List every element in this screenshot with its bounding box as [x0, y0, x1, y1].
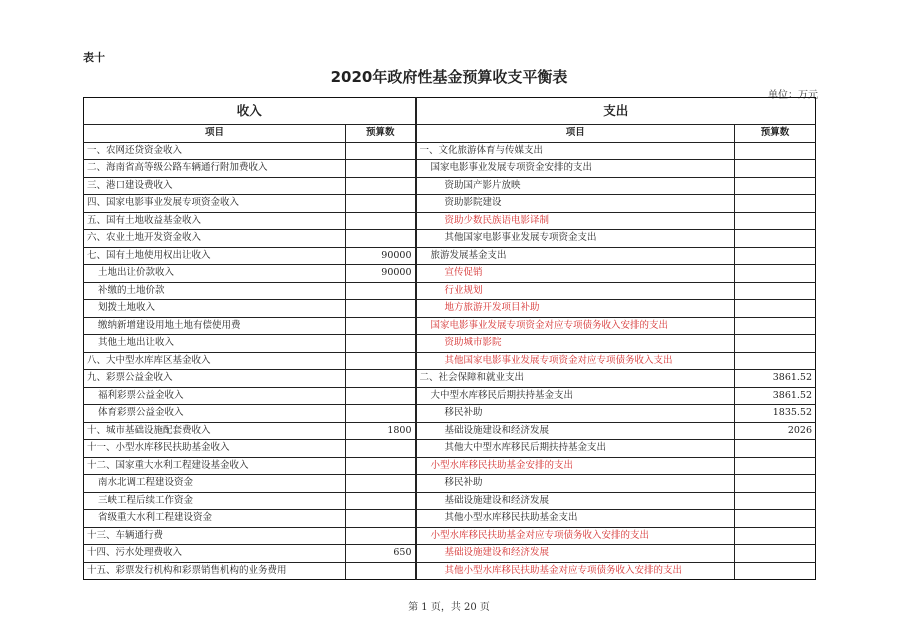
income-item-cell: 十四、污水处理费收入 [84, 545, 346, 563]
income-item-cell: 九、彩票公益金收入 [84, 370, 346, 388]
expense-budget-cell: 1835.52 [735, 405, 816, 423]
expense-item-cell: 二、社会保障和就业支出 [416, 370, 735, 388]
expense-item-cell: 其他国家电影事业发展专项资金支出 [416, 230, 735, 248]
expense-budget-cell [735, 247, 816, 265]
table-row [84, 545, 816, 563]
table-row [84, 405, 816, 423]
income-item-cell: 其他土地出让收入 [84, 335, 346, 353]
expense-item-cell: 一、文化旅游体育与传媒支出 [416, 142, 735, 160]
unit-label: 单位：万元 [768, 90, 818, 101]
expense-item-cell: 基础设施建设和经济发展 [416, 545, 735, 563]
expense-item-cell: 小型水库移民扶助基金对应专项债务收入安排的支出 [416, 527, 735, 545]
expense-item-cell: 资助少数民族语电影译制 [416, 212, 735, 230]
expense-budget-cell [735, 440, 816, 458]
expense-budget-cell [735, 475, 816, 493]
table-row [84, 335, 816, 353]
expense-item-cell: 旅游发展基金支出 [416, 247, 735, 265]
table-row [84, 562, 816, 580]
income-budget-cell [346, 282, 416, 300]
income-item-cell: 十、城市基础设施配套费收入 [84, 422, 346, 440]
expense-budget-cell [735, 300, 816, 318]
income-item-cell: 三峡工程后续工作资金 [84, 492, 346, 510]
expense-budget-cell [735, 492, 816, 510]
expense-budget-cell [735, 230, 816, 248]
table-row [84, 265, 816, 283]
expense-item-cell: 基础设施建设和经济发展 [416, 422, 735, 440]
income-budget-cell [346, 335, 416, 353]
table-number-label: 表十 [83, 51, 105, 64]
table-row [84, 177, 816, 195]
page-footer: 第 1 页，共 20 页 [408, 602, 490, 613]
expense-item-cell: 移民补助 [416, 405, 735, 423]
expense-item-cell: 移民补助 [416, 475, 735, 493]
expense-item-cell: 地方旅游开发项目补助 [416, 300, 735, 318]
income-budget-header: 预算数 [346, 125, 416, 143]
income-budget-cell [346, 527, 416, 545]
expense-budget-cell [735, 142, 816, 160]
income-item-header: 项目 [84, 125, 346, 143]
table-row [84, 300, 816, 318]
income-item-cell: 补缴的土地价款 [84, 282, 346, 300]
income-item-cell: 划拨土地收入 [84, 300, 346, 318]
expense-item-cell: 资助影院建设 [416, 195, 735, 213]
expense-item-cell: 基础设施建设和经济发展 [416, 492, 735, 510]
table-row [84, 475, 816, 493]
income-item-cell: 缴纳新增建设用地土地有偿使用费 [84, 317, 346, 335]
table-row [84, 195, 816, 213]
income-item-cell: 六、农业土地开发资金收入 [84, 230, 346, 248]
income-item-cell: 十五、彩票发行机构和彩票销售机构的业务费用 [84, 562, 346, 580]
table-row [84, 230, 816, 248]
table-row [84, 142, 816, 160]
expense-budget-cell [735, 195, 816, 213]
expense-budget-cell [735, 212, 816, 230]
expense-item-cell: 其他大中型水库移民后期扶持基金支出 [416, 440, 735, 458]
expense-budget-cell [735, 335, 816, 353]
income-item-cell: 十二、国家重大水利工程建设基金收入 [84, 457, 346, 475]
income-budget-cell [346, 317, 416, 335]
income-item-cell: 八、大中型水库库区基金收入 [84, 352, 346, 370]
expense-item-cell: 资助国产影片放映 [416, 177, 735, 195]
income-item-cell: 南水北调工程建设资金 [84, 475, 346, 493]
page-title: 2020年政府性基金预算收支平衡表 [330, 68, 568, 86]
table-row [84, 282, 816, 300]
income-budget-cell [346, 457, 416, 475]
income-budget-cell [346, 352, 416, 370]
expense-budget-cell [735, 352, 816, 370]
income-budget-cell: 650 [346, 545, 416, 563]
expense-budget-cell [735, 527, 816, 545]
income-budget-cell [346, 510, 416, 528]
income-budget-cell [346, 562, 416, 580]
expense-budget-header: 预算数 [735, 125, 816, 143]
table-row [84, 527, 816, 545]
table-row [84, 212, 816, 230]
income-item-cell: 省级重大水利工程建设资金 [84, 510, 346, 528]
income-item-cell: 福利彩票公益金收入 [84, 387, 346, 405]
expense-item-cell: 宣传促销 [416, 265, 735, 283]
table-row [84, 510, 816, 528]
table-row [84, 370, 816, 388]
expense-budget-cell [735, 562, 816, 580]
income-budget-cell [346, 370, 416, 388]
table-row [84, 457, 816, 475]
income-budget-cell [346, 387, 416, 405]
expense-item-cell: 其他小型水库移民扶助基金支出 [416, 510, 735, 528]
expense-item-header: 项目 [416, 125, 735, 143]
expense-budget-cell [735, 265, 816, 283]
income-item-cell: 十一、小型水库移民扶助基金收入 [84, 440, 346, 458]
table-row [84, 387, 816, 405]
table-body [84, 142, 816, 580]
income-budget-cell: 1800 [346, 422, 416, 440]
expense-budget-cell [735, 177, 816, 195]
section-header-row [84, 98, 816, 125]
income-item-cell: 四、国家电影事业发展专项资金收入 [84, 195, 346, 213]
income-budget-cell [346, 300, 416, 318]
income-section-header: 收入 [84, 98, 416, 125]
expense-item-cell: 行业规划 [416, 282, 735, 300]
income-budget-cell [346, 475, 416, 493]
expense-item-cell: 小型水库移民扶助基金安排的支出 [416, 457, 735, 475]
expense-budget-cell [735, 545, 816, 563]
income-budget-cell [346, 160, 416, 178]
income-item-cell: 一、农网还贷资金收入 [84, 142, 346, 160]
expense-budget-cell [735, 510, 816, 528]
table-row [84, 422, 816, 440]
expense-item-cell: 国家电影事业发展专项资金对应专项债务收入安排的支出 [416, 317, 735, 335]
expense-budget-cell: 3861.52 [735, 387, 816, 405]
expense-item-cell: 大中型水库移民后期扶持基金支出 [416, 387, 735, 405]
income-budget-cell [346, 230, 416, 248]
expense-item-cell: 其他小型水库移民扶助基金对应专项债务收入安排的支出 [416, 562, 735, 580]
income-budget-cell [346, 177, 416, 195]
table-row [84, 440, 816, 458]
income-budget-cell [346, 440, 416, 458]
income-item-cell: 体育彩票公益金收入 [84, 405, 346, 423]
column-header-row [84, 125, 816, 143]
income-item-cell: 五、国有土地收益基金收入 [84, 212, 346, 230]
income-item-cell: 三、港口建设费收入 [84, 177, 346, 195]
table-row [84, 247, 816, 265]
expense-budget-cell [735, 317, 816, 335]
table-row [84, 492, 816, 510]
expense-item-cell: 其他国家电影事业发展专项资金对应专项债务收入支出 [416, 352, 735, 370]
table-row [84, 352, 816, 370]
expense-section-header: 支出 [416, 98, 816, 125]
income-item-cell: 土地出让价款收入 [84, 265, 346, 283]
income-budget-cell [346, 195, 416, 213]
income-item-cell: 七、国有土地使用权出让收入 [84, 247, 346, 265]
income-budget-cell [346, 492, 416, 510]
income-budget-cell: 90000 [346, 265, 416, 283]
expense-budget-cell [735, 457, 816, 475]
income-item-cell: 二、海南省高等级公路车辆通行附加费收入 [84, 160, 346, 178]
income-budget-cell [346, 212, 416, 230]
table-row [84, 317, 816, 335]
income-budget-cell [346, 142, 416, 160]
budget-balance-table [83, 97, 816, 580]
expense-budget-cell [735, 282, 816, 300]
table-row [84, 160, 816, 178]
income-item-cell: 十三、车辆通行费 [84, 527, 346, 545]
expense-item-cell: 国家电影事业发展专项资金安排的支出 [416, 160, 735, 178]
income-budget-cell: 90000 [346, 247, 416, 265]
expense-budget-cell [735, 160, 816, 178]
income-budget-cell [346, 405, 416, 423]
expense-budget-cell: 3861.52 [735, 370, 816, 388]
expense-item-cell: 资助城市影院 [416, 335, 735, 353]
expense-budget-cell: 2026 [735, 422, 816, 440]
